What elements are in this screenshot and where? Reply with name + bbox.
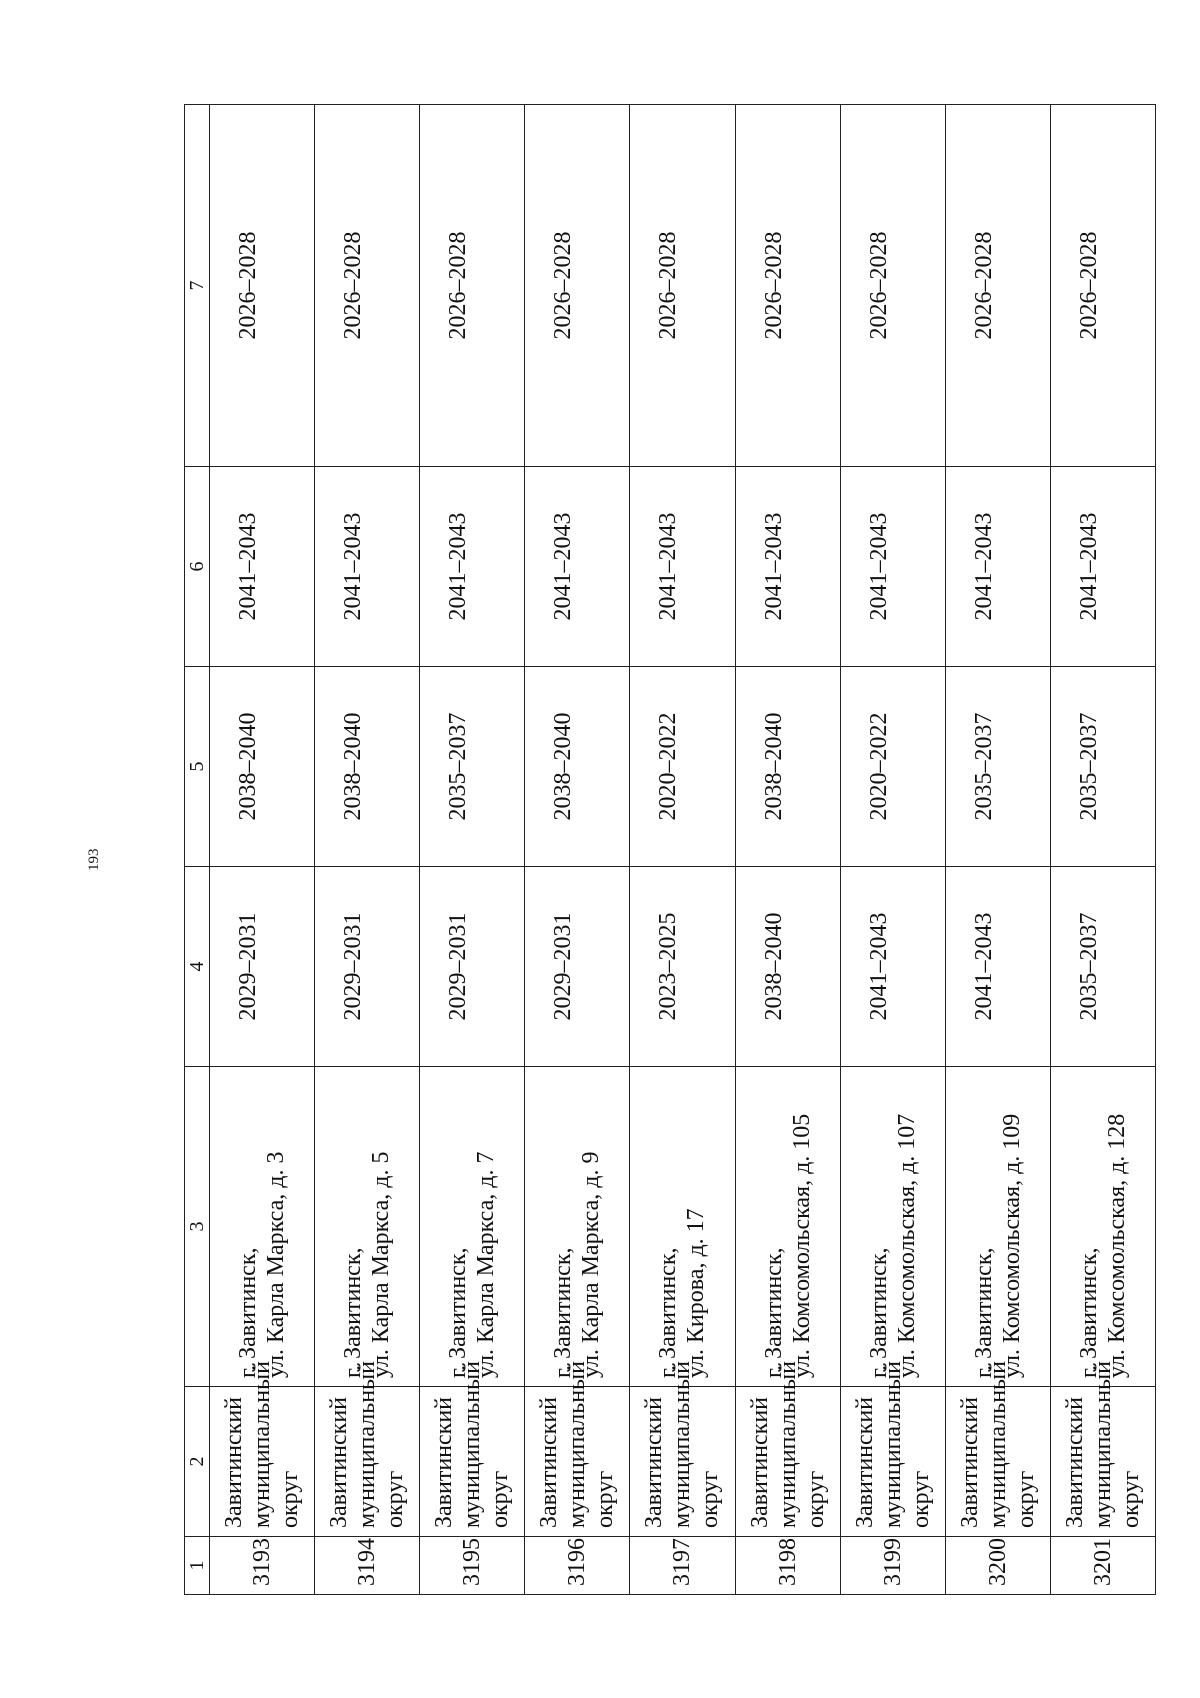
period-col7-cell: 2026–2028 bbox=[945, 105, 1050, 467]
address-cell bbox=[735, 1067, 840, 1387]
table-row bbox=[735, 105, 840, 1595]
period-col6-cell: 2041–2043 bbox=[735, 467, 840, 667]
column-header: 3 bbox=[185, 1067, 210, 1387]
address-line-street: ул. Комсомольская, д. 128 bbox=[1103, 1113, 1130, 1378]
period-col5-cell: 2038–2040 bbox=[315, 667, 420, 867]
address-cell bbox=[630, 1067, 735, 1387]
municipality-cell: Завитинский муниципальный округ bbox=[630, 1387, 735, 1537]
period-col5-cell: 2020–2022 bbox=[840, 667, 945, 867]
period-col4-cell: 2035–2037 bbox=[1050, 867, 1155, 1067]
period-col7-cell: 2026–2028 bbox=[315, 105, 420, 467]
row-number: 3201 bbox=[1050, 1537, 1155, 1595]
row-number: 3199 bbox=[840, 1537, 945, 1595]
address-line-city: г. Завитинск, bbox=[970, 1247, 997, 1378]
address-line-street: ул. Карла Маркса, д. 3 bbox=[263, 1151, 290, 1378]
period-col7-cell: 2026–2028 bbox=[210, 105, 315, 467]
table-row bbox=[945, 105, 1050, 1595]
address-cell bbox=[1050, 1067, 1155, 1387]
address-line-city: г. Завитинск, bbox=[760, 1247, 787, 1378]
row-number: 3197 bbox=[630, 1537, 735, 1595]
address-cell bbox=[840, 1067, 945, 1387]
municipality-cell: Завитинский муниципальный округ bbox=[210, 1387, 315, 1537]
period-col6-cell: 2041–2043 bbox=[525, 467, 630, 667]
period-col5-cell: 2035–2037 bbox=[1050, 667, 1155, 867]
address-line-city: г. Завитинск, bbox=[655, 1247, 682, 1378]
municipality-cell: Завитинский муниципальный округ bbox=[315, 1387, 420, 1537]
period-col4-cell: 2038–2040 bbox=[735, 867, 840, 1067]
period-col6-cell: 2041–2043 bbox=[315, 467, 420, 667]
municipality-cell: Завитинский муниципальный округ bbox=[840, 1387, 945, 1537]
municipality-cell: Завитинский муниципальный округ bbox=[525, 1387, 630, 1537]
address-cell bbox=[945, 1067, 1050, 1387]
address-line-city: г. Завитинск, bbox=[340, 1247, 367, 1378]
address-line-city: г. Завитинск, bbox=[445, 1247, 472, 1378]
column-header: 4 bbox=[185, 867, 210, 1067]
period-col6-cell: 2041–2043 bbox=[840, 467, 945, 667]
period-col7-cell: 2026–2028 bbox=[630, 105, 735, 467]
table-row bbox=[630, 105, 735, 1595]
period-col6-cell: 2041–2043 bbox=[420, 467, 525, 667]
municipality-cell: Завитинский муниципальный округ bbox=[420, 1387, 525, 1537]
address-cell bbox=[315, 1067, 420, 1387]
address-line-street: ул. Комсомольская, д. 109 bbox=[998, 1113, 1025, 1378]
page-number: 193 bbox=[86, 848, 102, 871]
address-cell bbox=[420, 1067, 525, 1387]
table-row bbox=[210, 105, 315, 1595]
period-col7-cell: 2026–2028 bbox=[735, 105, 840, 467]
address-cell bbox=[210, 1067, 315, 1387]
table-row bbox=[1050, 105, 1155, 1595]
period-col5-cell: 2035–2037 bbox=[945, 667, 1050, 867]
row-number: 3194 bbox=[315, 1537, 420, 1595]
period-col7-cell: 2026–2028 bbox=[1050, 105, 1155, 467]
period-col4-cell: 2041–2043 bbox=[945, 867, 1050, 1067]
period-col6-cell: 2041–2043 bbox=[630, 467, 735, 667]
row-number: 3195 bbox=[420, 1537, 525, 1595]
address-line-street: ул. Комсомольская, д. 107 bbox=[893, 1113, 920, 1378]
table-container bbox=[184, 105, 1156, 1595]
period-col4-cell: 2041–2043 bbox=[840, 867, 945, 1067]
period-col6-cell: 2041–2043 bbox=[1050, 467, 1155, 667]
period-col5-cell: 2035–2037 bbox=[420, 667, 525, 867]
address-line-street: ул. Комсомольская, д. 105 bbox=[788, 1113, 815, 1378]
period-col7-cell: 2026–2028 bbox=[525, 105, 630, 467]
header-row bbox=[185, 105, 210, 1595]
period-col7-cell: 2026–2028 bbox=[840, 105, 945, 467]
row-number: 3200 bbox=[945, 1537, 1050, 1595]
address-line-street: ул. Карла Маркса, д. 5 bbox=[368, 1151, 395, 1378]
period-col5-cell: 2038–2040 bbox=[735, 667, 840, 867]
column-header: 7 bbox=[185, 105, 210, 467]
period-col4-cell: 2029–2031 bbox=[420, 867, 525, 1067]
address-cell bbox=[525, 1067, 630, 1387]
period-col7-cell: 2026–2028 bbox=[420, 105, 525, 467]
period-col5-cell: 2020–2022 bbox=[630, 667, 735, 867]
municipality-cell: Завитинский муниципальный округ bbox=[735, 1387, 840, 1537]
municipality-cell: Завитинский муниципальный округ bbox=[945, 1387, 1050, 1537]
column-header: 5 bbox=[185, 667, 210, 867]
period-col6-cell: 2041–2043 bbox=[945, 467, 1050, 667]
column-header: 2 bbox=[185, 1387, 210, 1537]
address-line-street: ул. Карла Маркса, д. 7 bbox=[473, 1151, 500, 1378]
table-row bbox=[840, 105, 945, 1595]
address-line-city: г. Завитинск, bbox=[235, 1247, 262, 1378]
period-col6-cell: 2041–2043 bbox=[210, 467, 315, 667]
period-col4-cell: 2029–2031 bbox=[315, 867, 420, 1067]
column-header: 1 bbox=[185, 1537, 210, 1595]
period-col4-cell: 2023–2025 bbox=[630, 867, 735, 1067]
period-col5-cell: 2038–2040 bbox=[525, 667, 630, 867]
row-number: 3196 bbox=[525, 1537, 630, 1595]
row-number: 3193 bbox=[210, 1537, 315, 1595]
row-number: 3198 bbox=[735, 1537, 840, 1595]
table-row bbox=[420, 105, 525, 1595]
address-line-city: г. Завитинск, bbox=[550, 1247, 577, 1378]
address-line-city: г. Завитинск, bbox=[865, 1247, 892, 1378]
address-line-street: ул. Кирова, д. 17 bbox=[683, 1208, 710, 1378]
data-table bbox=[184, 104, 1156, 1595]
column-header: 6 bbox=[185, 467, 210, 667]
period-col5-cell: 2038–2040 bbox=[210, 667, 315, 867]
period-col4-cell: 2029–2031 bbox=[525, 867, 630, 1067]
period-col4-cell: 2029–2031 bbox=[210, 867, 315, 1067]
municipality-cell: Завитинский муниципальный округ bbox=[1050, 1387, 1155, 1537]
table-row bbox=[315, 105, 420, 1595]
address-line-city: г. Завитинск, bbox=[1075, 1247, 1102, 1378]
address-line-street: ул. Карла Маркса, д. 9 bbox=[578, 1151, 605, 1378]
table-row bbox=[525, 105, 630, 1595]
